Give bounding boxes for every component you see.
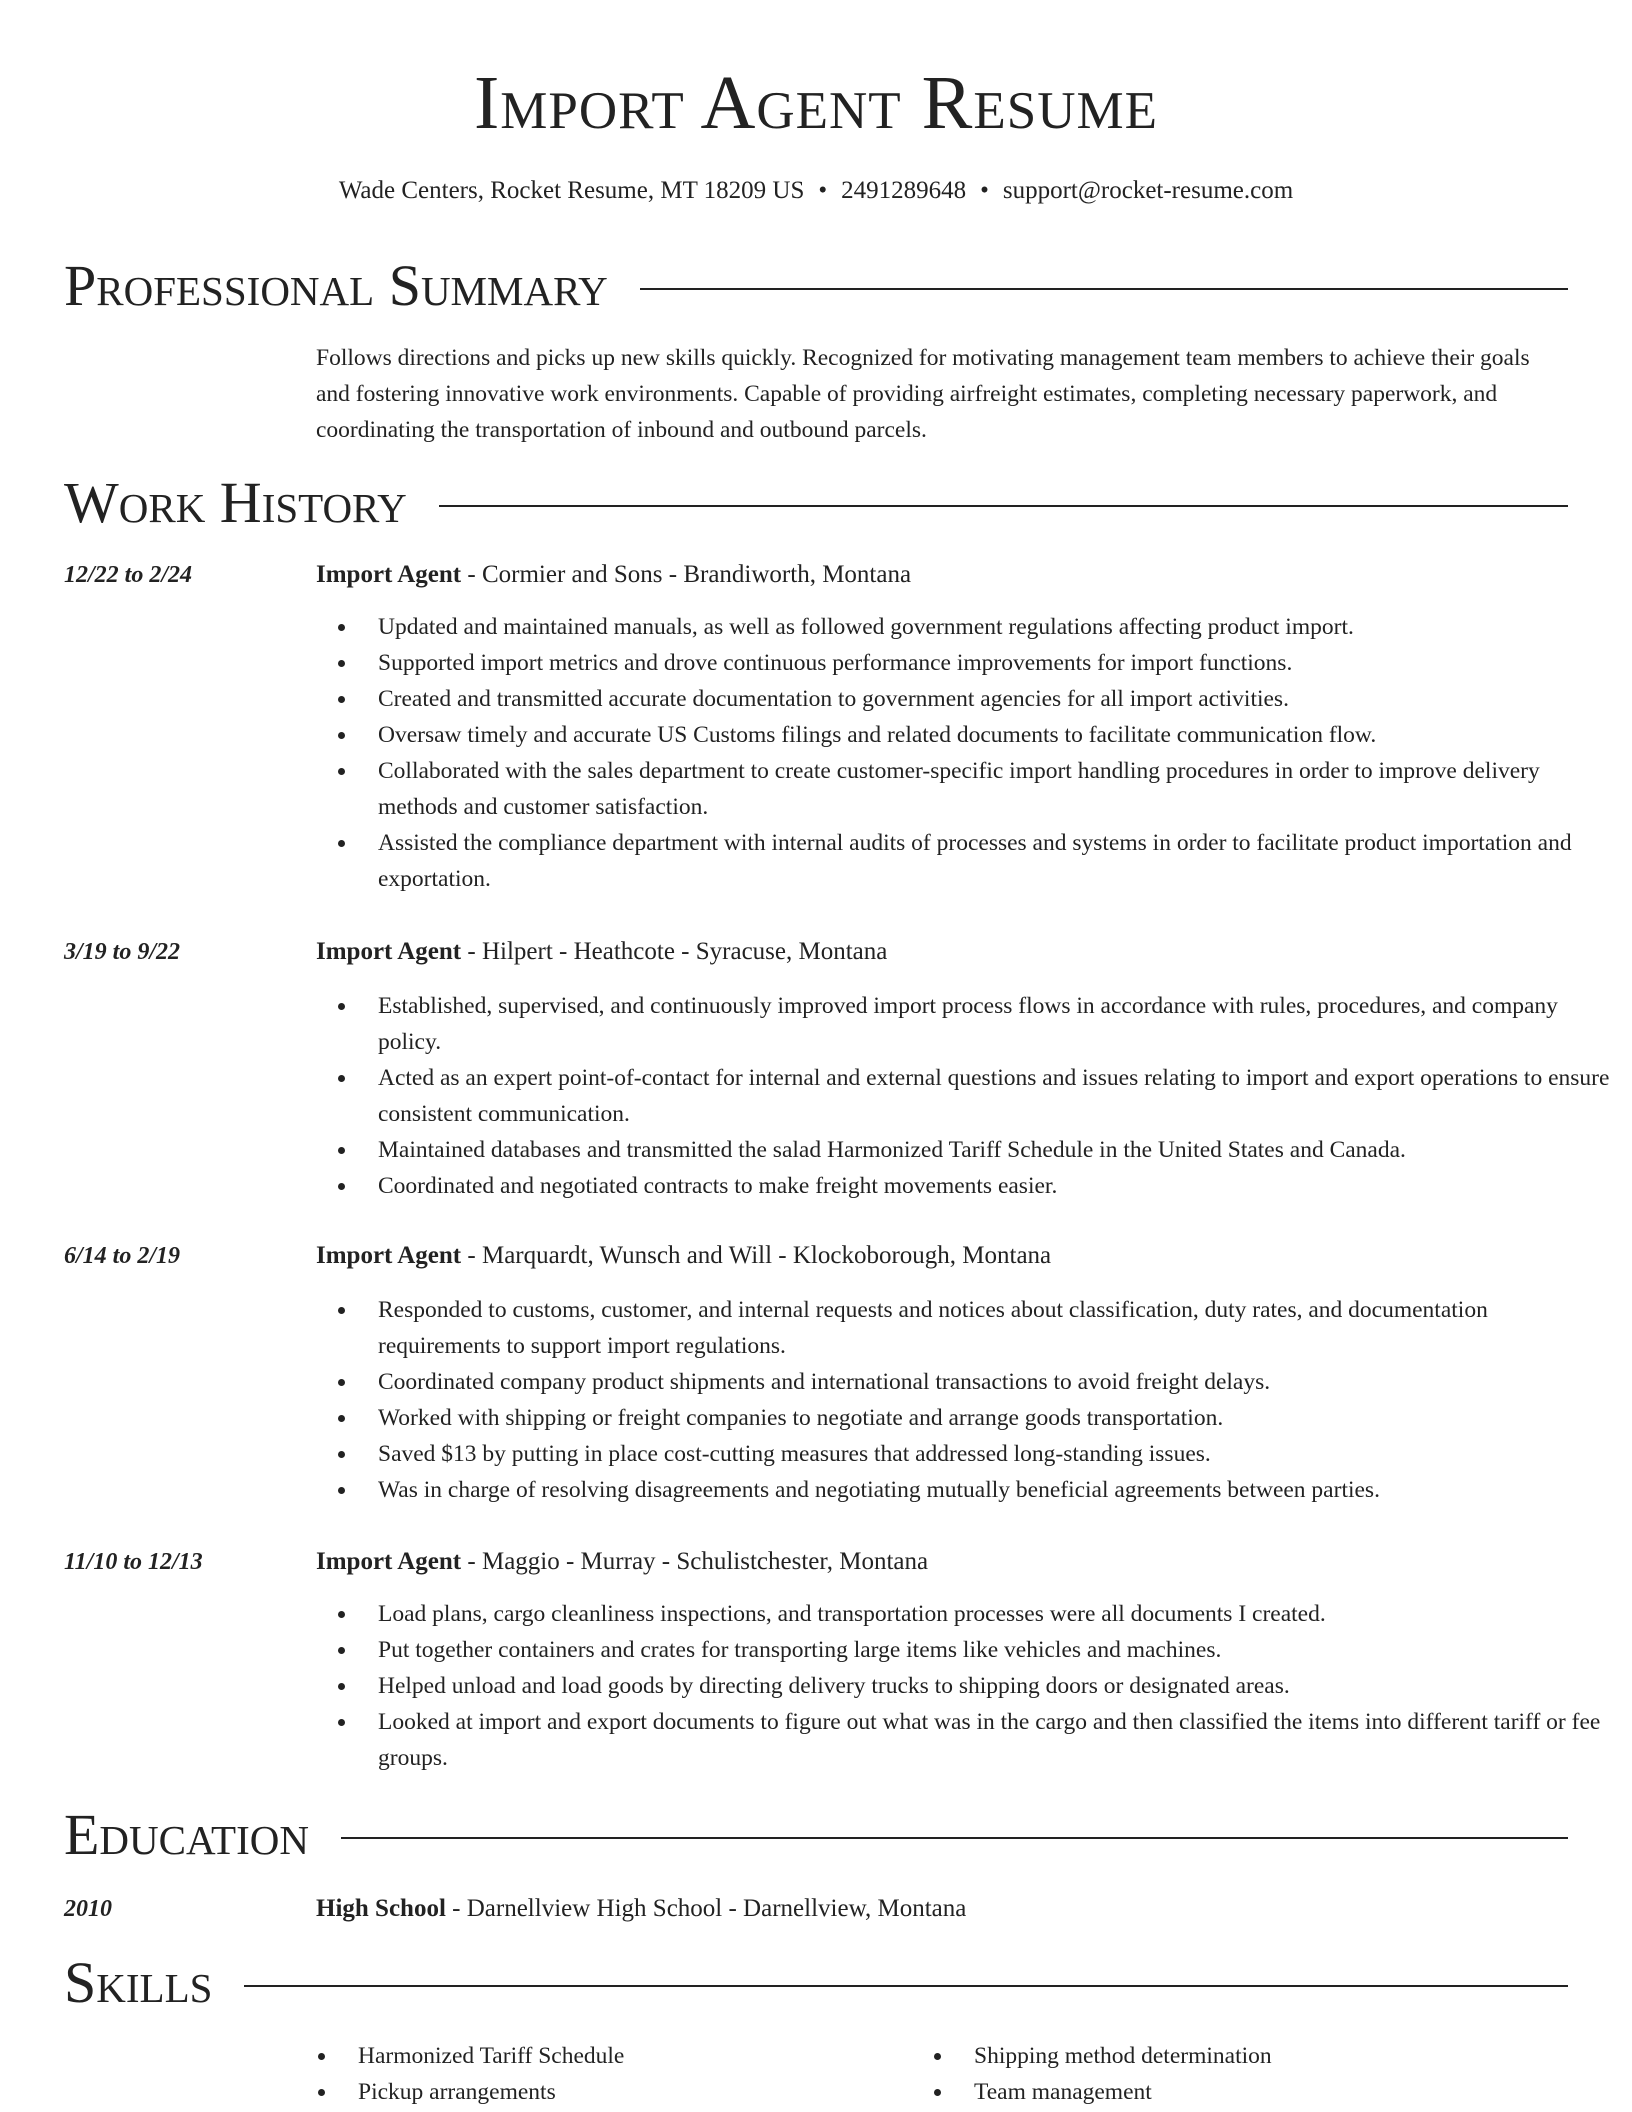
resume-title: Import Agent Resume	[473, 61, 1159, 145]
list-item: Assisted the compliance department with internal audits of processes and systems in order to facilitate product importation and exportation.	[360, 825, 1610, 897]
section-title-summary: Professional Summary	[64, 253, 608, 318]
job-employer: - Marquardt, Wunsch and Will - Klockoborough, Montana	[461, 1242, 1052, 1269]
job-dates: 6/14 to 2/19	[64, 1243, 181, 1269]
section-heading-work-history	[64, 468, 1568, 538]
section-title-skills: Skills	[64, 1950, 213, 2015]
skill-item: Team management	[956, 2074, 1272, 2110]
section-divider	[640, 288, 1568, 290]
contact-phone: 2491289648	[841, 177, 967, 204]
education-line	[316, 1891, 966, 1927]
skills-list-left	[340, 2038, 624, 2110]
summary-text: Follows directions and picks up new skills quickly. Recognized for motivating management team members to achieve their goals and fostering innovative work environments. Capable of providing airfreight estimates, completing necessary paperwork, and coordinating the transportation of inbound and outbound parcels.	[316, 345, 1530, 443]
job-role: Import Agent	[316, 938, 462, 965]
skill-item: Shipping method determination	[956, 2038, 1272, 2074]
contact-line	[0, 174, 1632, 208]
list-item: Saved $13 by putting in place cost-cutting measures that addressed long-standing issues.	[360, 1436, 1610, 1472]
list-item: Coordinated company product shipments and international transactions to avoid freight delays.	[360, 1364, 1610, 1400]
section-divider	[439, 505, 1568, 507]
section-divider	[244, 1985, 1568, 1987]
list-item: Responded to customs, customer, and internal requests and notices about classification, duty rates, and documentation requirements to support import regulations.	[360, 1292, 1610, 1364]
section-divider	[341, 1837, 1568, 1839]
job-employer: - Cormier and Sons - Brandiworth, Montana	[461, 561, 912, 588]
section-heading-education	[64, 1800, 1568, 1870]
job-dates: 12/22 to 2/24	[64, 562, 193, 588]
education-year: 2010	[64, 1896, 112, 1922]
list-item: Acted as an expert point-of-contact for internal and external questions and issues relating to import and export operations to ensure consistent communication.	[360, 1060, 1610, 1132]
job-bullet-list	[360, 1596, 1610, 1776]
list-item: Maintained databases and transmitted the salad Harmonized Tariff Schedule in the United States and Canada.	[360, 1132, 1610, 1168]
section-title-education: Education	[64, 1802, 309, 1867]
section-heading-skills	[64, 1948, 1568, 2018]
section-heading-summary	[64, 251, 1568, 321]
contact-address: Wade Centers, Rocket Resume, MT 18209 US	[338, 177, 805, 204]
job-bullet-list	[360, 988, 1610, 1204]
list-item: Created and transmitted accurate documentation to government agencies for all import activities.	[360, 681, 1610, 717]
list-item: Oversaw timely and accurate US Customs filings and related documents to facilitate communication flow.	[360, 717, 1610, 753]
job-title-line	[316, 934, 887, 970]
job-dates: 11/10 to 12/13	[64, 1549, 203, 1575]
job-dates: 3/19 to 9/22	[64, 939, 181, 965]
list-item: Helped unload and load goods by directing delivery trucks to shipping doors or designated areas.	[360, 1668, 1610, 1704]
list-item: Looked at import and export documents to figure out what was in the cargo and then classified the items into different tariff or fee groups.	[360, 1704, 1610, 1776]
job-bullet-list	[360, 609, 1610, 897]
education-school: - Darnellview High School - Darnellview, Montana	[445, 1895, 967, 1922]
list-item: Put together containers and crates for transporting large items like vehicles and machines.	[360, 1632, 1610, 1668]
job-employer: - Maggio - Murray - Schulistchester, Montana	[461, 1548, 929, 1575]
section-title-work-history: Work History	[64, 470, 407, 535]
job-role: Import Agent	[316, 561, 462, 588]
list-item: Updated and maintained manuals, as well as followed government regulations affecting product import.	[360, 609, 1610, 645]
job-title-line	[316, 557, 911, 593]
list-item: Collaborated with the sales department to create customer-specific import handling procedures in order to improve delivery methods and customer satisfaction.	[360, 753, 1610, 825]
list-item: Coordinated and negotiated contracts to make freight movements easier.	[360, 1168, 1610, 1204]
skill-item: Harmonized Tariff Schedule	[340, 2038, 624, 2074]
list-item: Load plans, cargo cleanliness inspections, and transportation processes were all documents I created.	[360, 1596, 1610, 1632]
job-role: Import Agent	[316, 1242, 462, 1269]
contact-email: support@rocket-resume.com	[1002, 177, 1294, 204]
job-employer: - Hilpert - Heathcote - Syracuse, Montana	[461, 938, 888, 965]
skills-list-right	[956, 2038, 1272, 2110]
list-item: Was in charge of resolving disagreements and negotiating mutually beneficial agreements between parties.	[360, 1472, 1610, 1508]
education-degree: High School	[316, 1895, 446, 1922]
job-role: Import Agent	[316, 1548, 462, 1575]
contact-separator: •	[818, 177, 828, 204]
job-bullet-list	[360, 1292, 1610, 1508]
skill-item: Pickup arrangements	[340, 2074, 624, 2110]
contact-separator: •	[980, 177, 989, 204]
job-title-line	[316, 1238, 1051, 1274]
list-item: Supported import metrics and drove continuous performance improvements for import functions.	[360, 645, 1610, 681]
list-item: Worked with shipping or freight companies to negotiate and arrange goods transportation.	[360, 1400, 1610, 1436]
list-item: Established, supervised, and continuously improved import process flows in accordance with rules, procedures, and company policy.	[360, 988, 1610, 1060]
job-title-line	[316, 1544, 928, 1580]
